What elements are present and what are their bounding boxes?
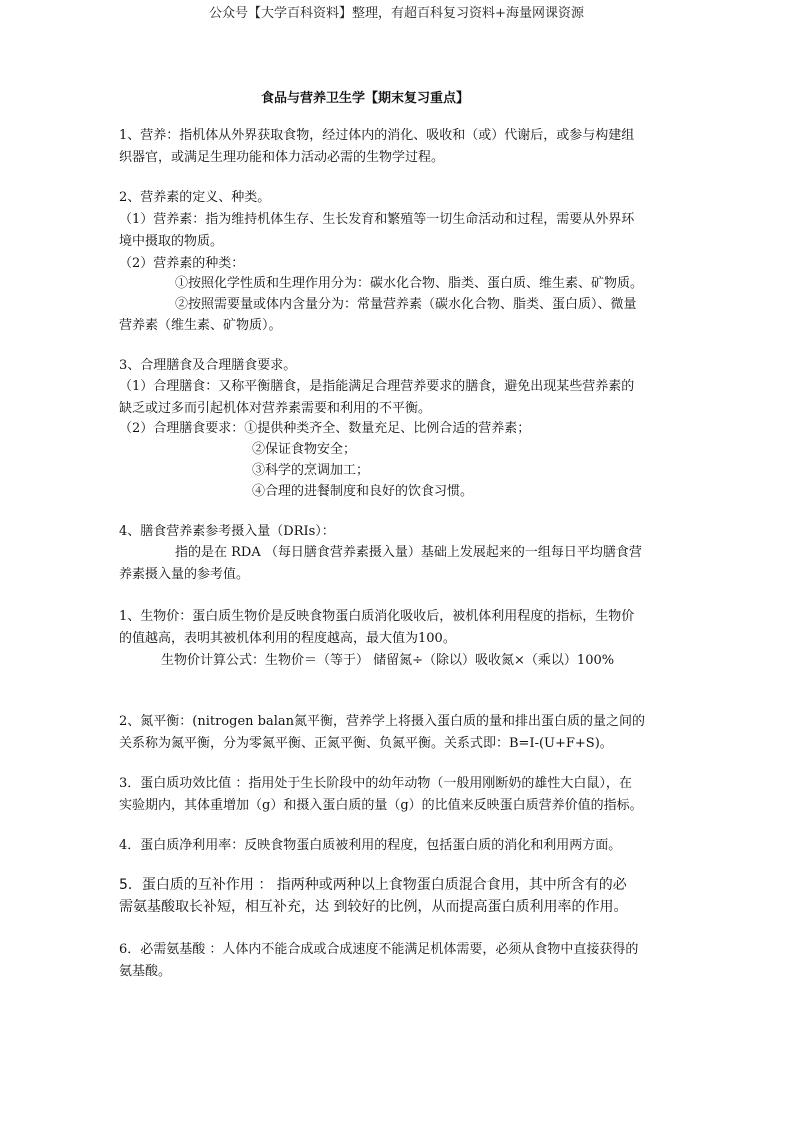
section-heading: 2、营养素的定义、种类。 — [119, 190, 271, 205]
text-line: 5．蛋白质的互补作用 ： 指两种或两种以上食物蛋白质混合食用，其中所含有的必 — [119, 877, 627, 893]
section-heading: 3、合理膳食及合理膳食要求。 — [119, 358, 297, 373]
text-line: （1）合理膳食：又称平衡膳食，是指能满足合理营养要求的膳食，避免出现某些营养素的 — [119, 379, 635, 394]
text-line: 1、营养：指机体从外界获取食物，经过体内的消化、吸收和（或）代谢后，或参与构建组 — [119, 128, 635, 143]
text-line: 的值越高，表明其被机体利用的程度越高，最大值为100。 — [119, 631, 456, 646]
text-line: 境中摄取的物质。 — [119, 234, 224, 249]
text-line: （1）营养素：指为维持机体生存、生长发育和繁殖等一切生命活动和过程，需要从外界环 — [119, 212, 635, 227]
text-line: 织器官，或满足生理功能和体力活动必需的生物学过程。 — [119, 150, 445, 165]
text-line: 2、氮平衡：(nitrogen balan氮平衡，营养学上将摄入蛋白质的量和排出蛋白质的量之间的 — [119, 714, 646, 729]
text-line: 实验期内，其体重增加（g）和摄入蛋白质的量（g）的比值来反映蛋白质营养价值的指标。 — [119, 798, 643, 813]
text-line: 养素摄入量的参考值。 — [119, 567, 250, 582]
text-line: 1、生物价：蛋白质生物价是反映食物蛋白质消化吸收后，被机体利用程度的指标，生物价 — [119, 609, 635, 624]
text-line: 需氨基酸取长补短，相互补充，达 到较好的比例，从而提高蛋白质利用率的作用。 — [119, 899, 628, 915]
text-line: 指的是在 RDA （每日膳食营养素摄入量）基础上发展起来的一组每日平均膳食营 — [175, 545, 642, 560]
text-line: （2）营养素的种类： — [119, 256, 245, 271]
section-heading: 4、膳食营养素参考摄入量（DRIs）： — [119, 524, 335, 539]
text-line: ④合理的进餐制度和良好的饮食习惯。 — [252, 484, 474, 499]
page-header-note: 公众号【大学百科资料】整理，有超百科复习资料+海量网课资源 — [209, 6, 584, 21]
text-line: 营养素（维生素、矿物质）。 — [119, 318, 282, 333]
text-line: 关系称为氮平衡，分为零氮平衡、正氮平衡、负氮平衡。关系式即：B=I-(U+F+S)。 — [119, 736, 613, 751]
text-line: 6．必需氨基酸 ：人体内不能合成或合成速度不能满足机体需要，必须从食物中直接获得的 — [119, 942, 639, 957]
text-line: （2）合理膳食要求：①提供种类齐全、数量充足、比例合适的营养素； — [119, 421, 531, 436]
text-line: 氨基酸。 — [119, 964, 172, 979]
text-line: ①按照化学性质和生理作用分为：碳水化合物、脂类、蛋白质、维生素、矿物质。 — [175, 276, 644, 291]
document-title: 食品与营养卫生学【期末复习重点】 — [260, 91, 469, 106]
text-line: 4．蛋白质净利用率：反映食物蛋白质被利用的程度，包括蛋白质的消化和利用两方面。 — [119, 838, 622, 853]
text-line: ③科学的烹调加工； — [252, 463, 370, 478]
text-line: ②按照需要量或体内含量分为：常量营养素（碳水化合物、脂类、蛋白质）、微量 — [175, 297, 637, 312]
text-line: 缺乏或过多而引起机体对营养素需要和利用的不平衡。 — [119, 401, 432, 416]
text-line: 3．蛋白质功效比值 ：指用处于生长阶段中的幼年动物（一般用刚断奶的雄性大白鼠），在 — [119, 776, 632, 791]
text-line: ②保证食物安全； — [252, 442, 357, 457]
formula-line: 生物价计算公式：生物价＝（等于） 储留氮÷（除以）吸收氮×（乘以）100% — [161, 653, 615, 668]
